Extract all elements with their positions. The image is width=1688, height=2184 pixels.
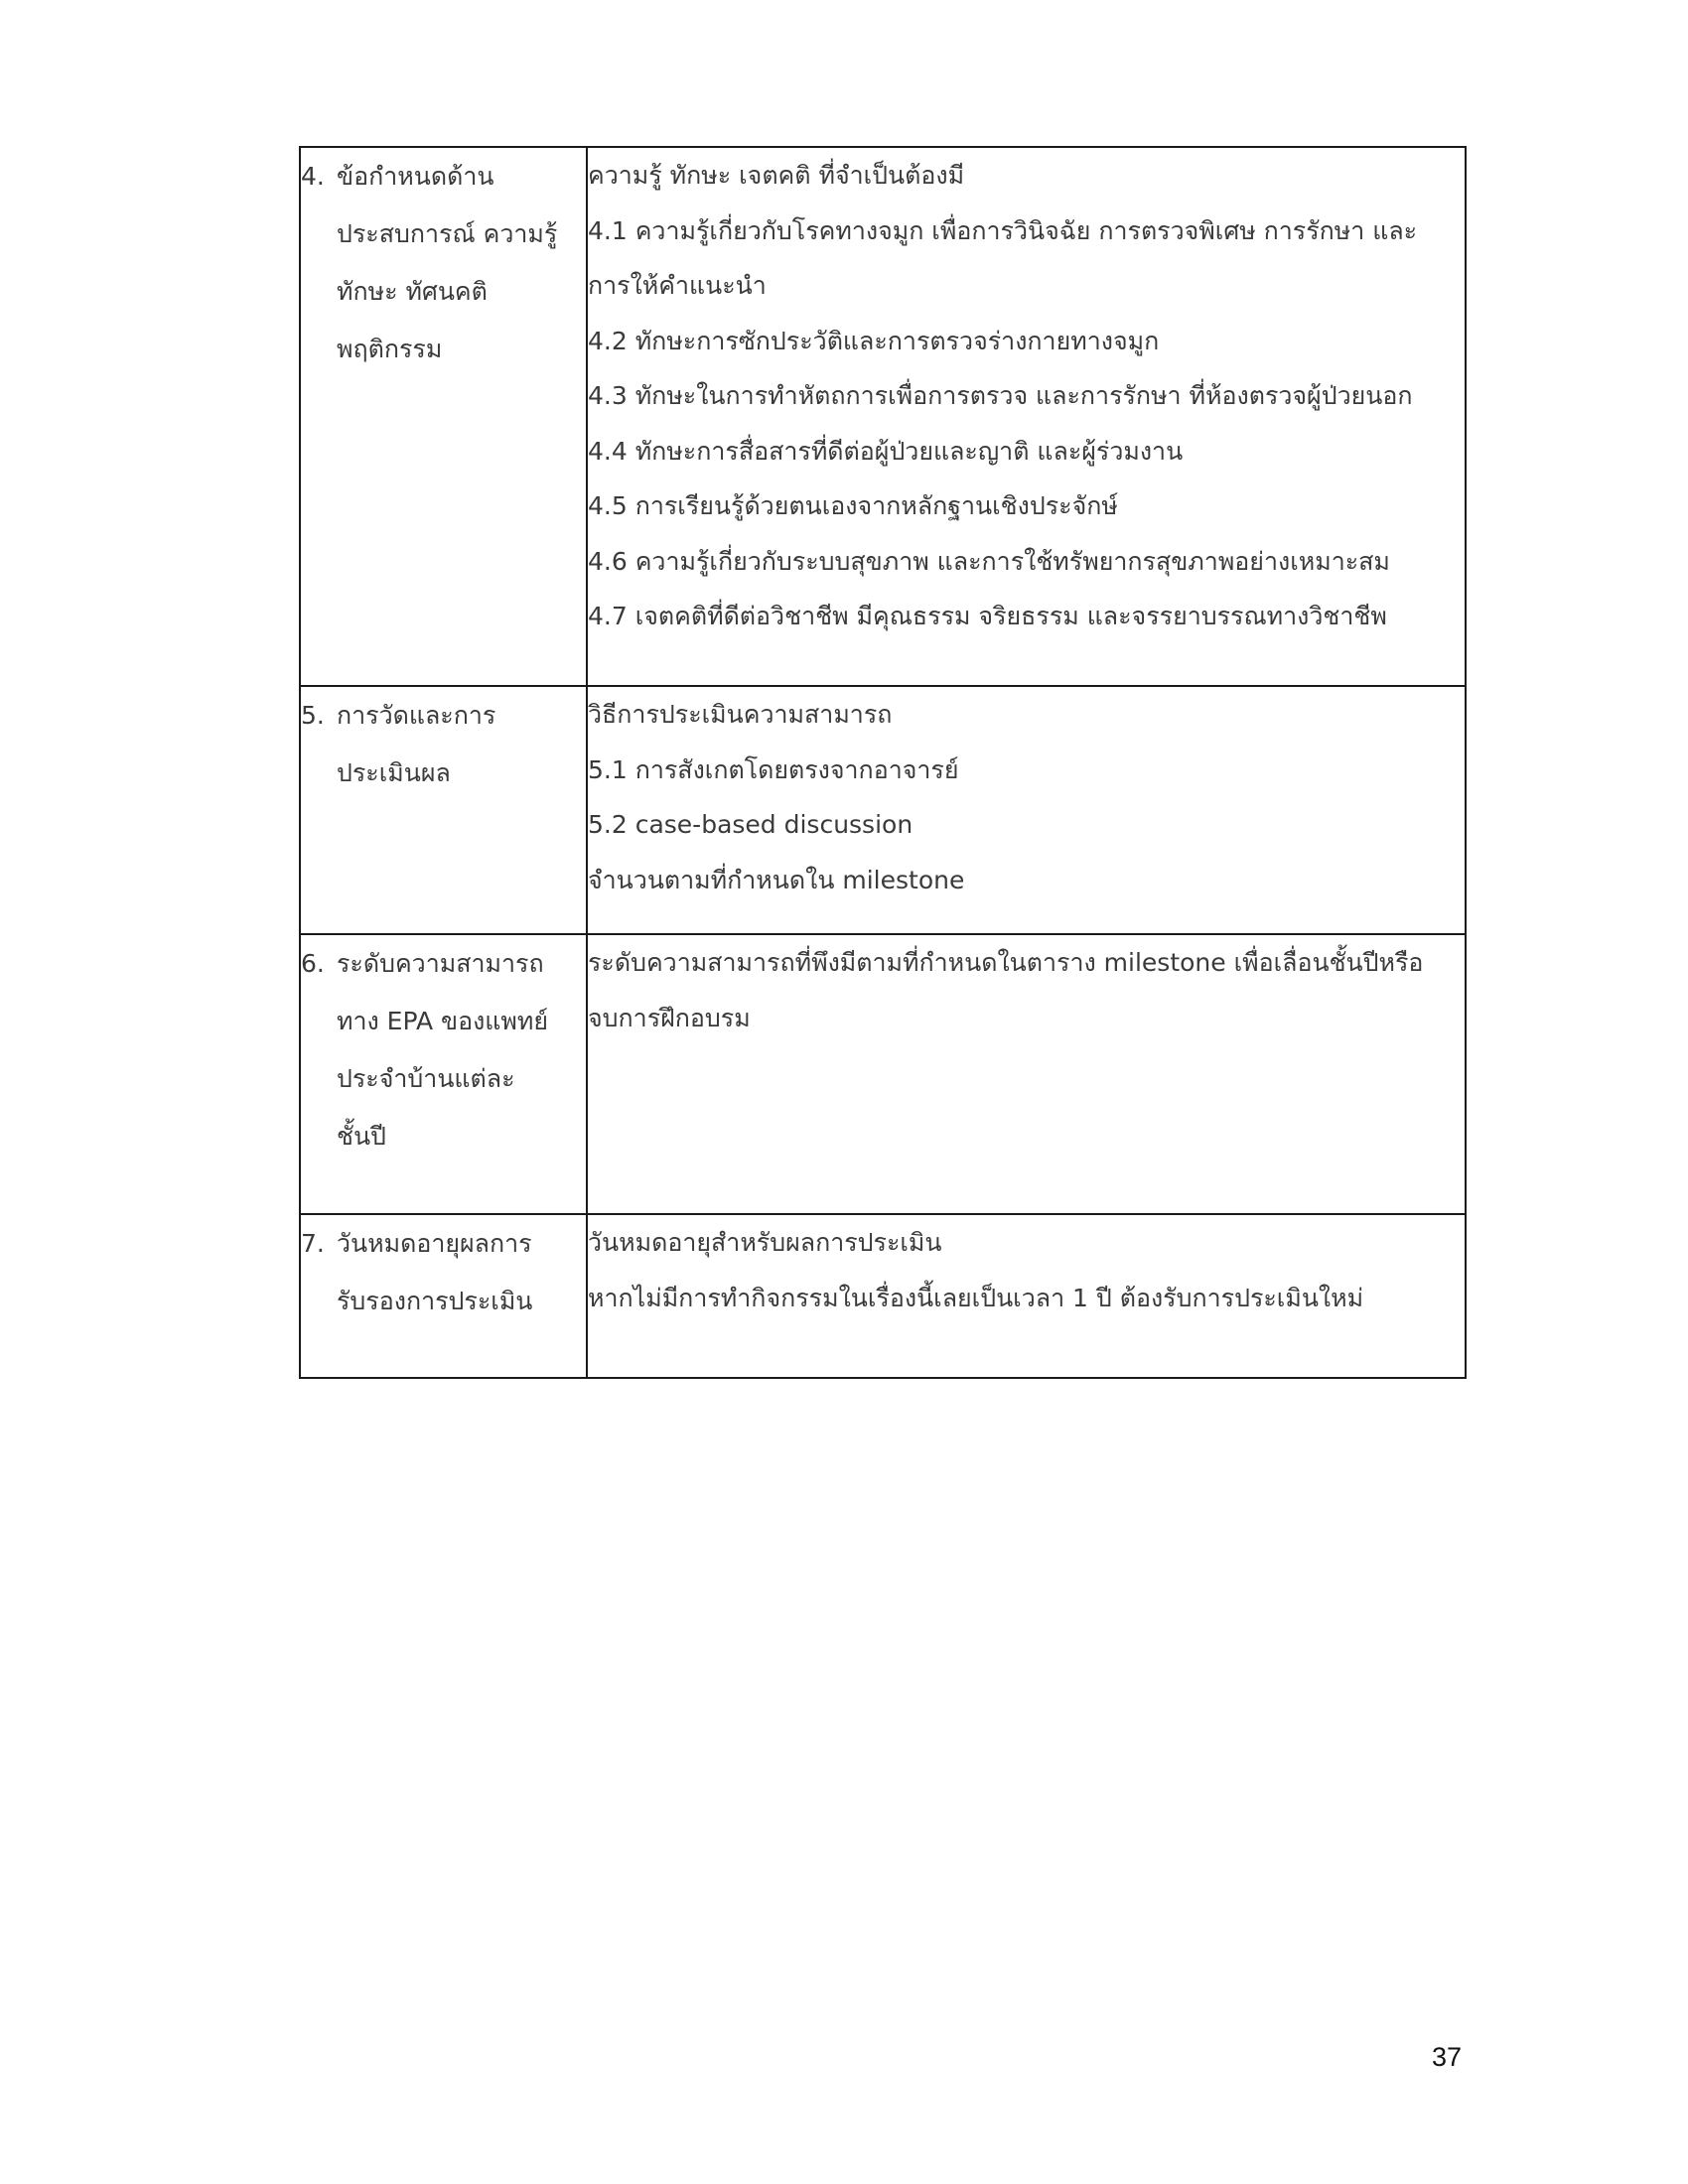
row-4-content-line-9: 4.7 เจตคติที่ดีต่อวิชาชีพ มีคุณธรรม จริยธรรม และจรรยาบรรณทางวิชาชีพ: [588, 602, 1387, 630]
table-row-5: [300, 686, 1466, 934]
row-4-content-line-4: 4.2 ทักษะการซักประวัติและการตรวจร่างกายทางจมูก: [588, 326, 1160, 355]
row-4-label-cell: [300, 147, 587, 686]
row-4-label-text-1: ข้อกำหนดด้าน: [337, 162, 494, 191]
row-6-label-line-3: ประจำบ้านแต่ละ: [337, 1064, 515, 1093]
row-7-label-line-2: รับรองการประเมิน: [337, 1287, 533, 1315]
row-4-content-line-6: 4.4 ทักษะการสื่อสารที่ดีต่อผู้ป่วยและญาติ และผู้ร่วมงาน: [588, 436, 1184, 466]
row-7-content-line-1: วันหมดอายุสำหรับผลการประเมิน: [588, 1228, 942, 1257]
row-4-content-line-8: 4.6 ความรู้เกี่ยวกับระบบสุขภาพ และการใช้ทรัพยากรสุขภาพอย่างเหมาะสม: [588, 546, 1390, 576]
row-6-number: 6.: [301, 949, 325, 978]
row-5-label-text-1: การวัดและการ: [337, 701, 496, 730]
row-6-label-line-4: ชั้นปี: [337, 1122, 386, 1151]
row-6-content-line-1: ระดับความสามารถที่พึงมีตามที่กำหนดในตาราง milestone เพื่อเลื่อนชั้นปีหรือ: [588, 948, 1424, 977]
row-6-label-text-1: ระดับความสามารถ: [337, 949, 544, 978]
row-7-number: 7.: [301, 1229, 325, 1258]
row-4-label-line-1: [301, 148, 586, 205]
row-4-number: 4.: [301, 162, 325, 191]
row-4-content-line-1: ความรู้ ทักษะ เจตคติ ที่จำเป็นต้องมี: [588, 161, 965, 190]
row-6-content-line-2: จบการฝึกอบรม: [588, 1003, 751, 1032]
row-5-content-line-1: วิธีการประเมินความสามารถ: [588, 700, 893, 729]
row-4-content-line-2: 4.1 ความรู้เกี่ยวกับโรคทางจมูก เพื่อการวินิจฉัย การตรวจพิเศษ การรักษา และ: [588, 215, 1418, 245]
row-5-content-line-4: จำนวนตามที่กำหนดใน milestone: [588, 865, 965, 894]
row-7-label-text-1: วันหมดอายุผลการ: [337, 1229, 532, 1258]
row-4-content-line-7: 4.5 การเรียนรู้ด้วยตนเองจากหลักฐานเชิงประจักษ์: [588, 491, 1118, 520]
epa-table: [299, 146, 1467, 1379]
row-5-label-line-2: ประเมินผล: [337, 758, 451, 787]
row-4-label-line-3: ทักษะ ทัศนคติ: [337, 277, 488, 306]
table-row-4: [300, 147, 1466, 686]
row-5-content-line-3: 5.2 case-based discussion: [588, 810, 914, 839]
table-row-6: [300, 934, 1466, 1214]
row-7-label-cell: [300, 1214, 587, 1378]
row-6-content-cell: [587, 934, 1466, 1214]
row-5-label-cell: [300, 686, 587, 934]
row-5-content-line-2: 5.1 การสังเกตโดยตรงจากอาจารย์: [588, 754, 959, 784]
page-number: 37: [1432, 2042, 1463, 2072]
row-5-number: 5.: [301, 701, 325, 730]
row-6-label-line-1: [301, 935, 586, 993]
row-4-content-cell: [587, 147, 1466, 686]
row-4-content-line-5: 4.3 ทักษะในการทำหัตถการเพื่อการตรวจ และการรักษา ที่ห้องตรวจผู้ป่วยนอก: [588, 381, 1413, 410]
row-7-content-cell: [587, 1214, 1466, 1378]
row-7-label-line-1: [301, 1215, 586, 1273]
row-4-label-line-2: ประสบการณ์ ความรู้: [337, 219, 558, 248]
row-4-label-line-4: พฤติกรรม: [337, 335, 443, 363]
row-5-label-line-1: [301, 687, 586, 745]
table-row-7: [300, 1214, 1466, 1378]
row-6-label-cell: [300, 934, 587, 1214]
row-7-content-line-2: หากไม่มีการทำกิจกรรมในเรื่องนี้เลยเป็นเวลา 1 ปี ต้องรับการประเมินใหม่: [588, 1283, 1364, 1312]
row-5-content-cell: [587, 686, 1466, 934]
row-4-content-line-3: การให้คำแนะนำ: [588, 271, 767, 300]
row-6-label-line-2: ทาง EPA ของแพทย์: [337, 1007, 549, 1035]
